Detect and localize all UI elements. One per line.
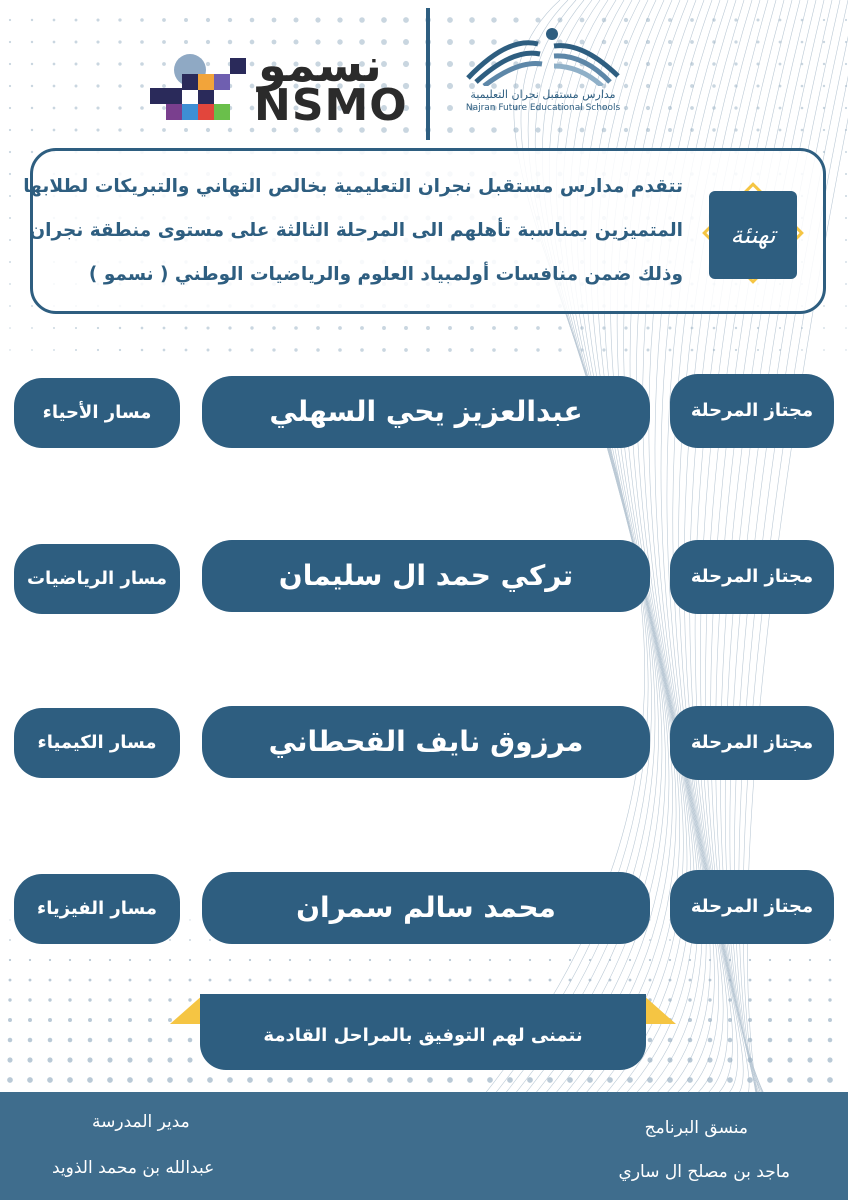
track-badge: مسار الفيزياء [14, 874, 180, 944]
wish-banner [170, 994, 676, 1070]
badge-label: تهنئة [730, 221, 776, 249]
coordinator-name: ماجد بن مصلح ال ساري [618, 1162, 790, 1182]
school-logo [448, 26, 638, 136]
student-name: عبدالعزيز يحي السهلي [202, 376, 650, 448]
nsmo-logo-english: NSMO [254, 80, 408, 131]
footer [0, 1092, 848, 1200]
logo-divider [426, 8, 430, 140]
wish-text: نتمنى لهم التوفيق بالمراحل القادمة [200, 994, 646, 1070]
school-name-english: Najran Future Educational Schools [465, 103, 621, 113]
congratulations-text [23, 165, 683, 297]
track-badge: مسار الرياضيات [14, 544, 180, 614]
congratulations-line: وذلك ضمن منافسات أولمبياد العلوم والرياضيات الوطني ( نسمو ) [88, 264, 683, 285]
coordinator-title: منسق البرنامج [644, 1118, 748, 1138]
student-name: محمد سالم سمران [202, 872, 650, 944]
principal-title: مدير المدرسة [92, 1112, 190, 1132]
nsmo-logo-arabic: نسمو [258, 38, 382, 92]
student-name: تركي حمد ال سليمان [202, 540, 650, 612]
nsmo-logo [150, 38, 408, 131]
congratulations-badge [693, 173, 813, 293]
principal-name: عبدالله بن محمد الذويد [52, 1158, 215, 1178]
congratulations-box [23, 148, 826, 314]
stage-badge: مجتاز المرحلة [670, 540, 834, 614]
school-name-arabic: مدارس مستقبل نجران التعليمية [470, 88, 616, 101]
track-badge: مسار الأحياء [14, 378, 180, 448]
stage-badge: مجتاز المرحلة [670, 374, 834, 448]
congratulations-line: المتميزين بمناسبة تأهلهم الى المرحلة الثالثة على مستوى منطقة نجران [29, 220, 683, 241]
stage-badge: مجتاز المرحلة [670, 870, 834, 944]
congratulations-line: تتقدم مدارس مستقبل نجران التعليمية بخالص التهاني والتبريكات لطلابها [23, 176, 683, 197]
open-book-icon [458, 26, 628, 86]
student-name: مرزوق نايف القحطاني [202, 706, 650, 778]
track-badge: مسار الكيمياء [14, 708, 180, 778]
nsmo-mark-icon [150, 44, 250, 124]
stage-badge: مجتاز المرحلة [670, 706, 834, 780]
